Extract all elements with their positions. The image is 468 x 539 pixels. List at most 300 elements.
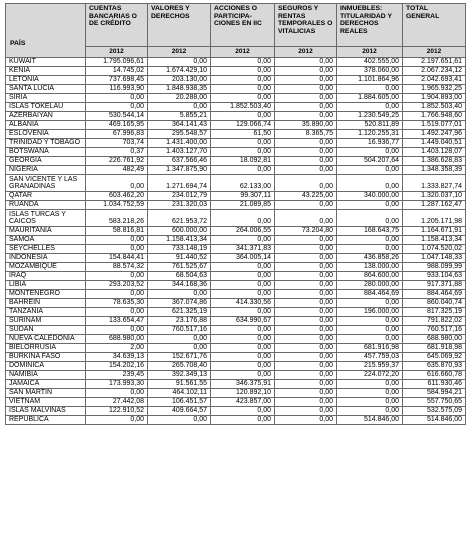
securities-cell: 295.548,57 [148, 130, 211, 139]
country-cell: LIBIA [6, 281, 86, 290]
insurance-cell: 43.225,00 [275, 192, 337, 201]
real-estate-cell: 0,00 [337, 166, 403, 175]
total-cell: 1.965.932,25 [403, 85, 466, 94]
table-row [6, 254, 466, 263]
bank-accounts-cell: 530.544,14 [86, 112, 148, 121]
shares-funds-cell: 0,00 [211, 112, 275, 121]
bank-accounts-cell: 133.654,47 [86, 317, 148, 326]
securities-cell: 234.012,79 [148, 192, 211, 201]
bank-accounts-cell: 34.639,13 [86, 353, 148, 362]
securities-cell: 68.504,63 [148, 272, 211, 281]
bank-accounts-cell: 14.745,02 [86, 67, 148, 76]
insurance-cell: 73.204,80 [275, 227, 337, 236]
total-cell: 1.047.148,33 [403, 254, 466, 263]
insurance-cell: 0,00 [275, 139, 337, 148]
insurance-cell: 0,00 [275, 389, 337, 398]
total-cell: 1.348.358,39 [403, 166, 466, 175]
shares-funds-cell: 0,00 [211, 58, 275, 67]
country-cell: MAURITANIA [6, 227, 86, 236]
insurance-cell: 0,00 [275, 407, 337, 416]
securities-cell: 392.349,13 [148, 371, 211, 380]
table-row [6, 76, 466, 85]
bank-accounts-cell: 154.202,16 [86, 362, 148, 371]
total-cell: 2.197.651,61 [403, 58, 466, 67]
shares-funds-cell: 0,00 [211, 148, 275, 157]
country-cell: BIELORRUSIA [6, 344, 86, 353]
real-estate-cell: 0,00 [337, 389, 403, 398]
insurance-cell: 0,00 [275, 272, 337, 281]
shares-funds-cell: 0,00 [211, 139, 275, 148]
bank-accounts-cell: 78.635,30 [86, 299, 148, 308]
insurance-cell: 0,00 [275, 299, 337, 308]
bank-accounts-cell: 0,00 [86, 272, 148, 281]
real-estate-cell: 1.230.549,25 [337, 112, 403, 121]
table-row [6, 353, 466, 362]
total-cell: 1.320.037,10 [403, 192, 466, 201]
real-estate-cell: 681.916,98 [337, 344, 403, 353]
insurance-cell: 0,00 [275, 94, 337, 103]
country-cell: TANZANIA [6, 308, 86, 317]
insurance-cell: 0,00 [275, 344, 337, 353]
table-row [6, 112, 466, 121]
total-cell: 1.158.413,34 [403, 236, 466, 245]
insurance-cell: 0,00 [275, 317, 337, 326]
table-row [6, 58, 466, 67]
table-row [6, 175, 466, 192]
shares-funds-cell: 0,00 [211, 94, 275, 103]
bank-accounts-cell: 1.034.752,59 [86, 201, 148, 210]
total-cell: 1.519.077,01 [403, 121, 466, 130]
country-cell: SANTA LUCIA [6, 85, 86, 94]
securities-cell: 621.953,72 [148, 210, 211, 227]
country-cell: NUEVA CALEDONIA [6, 335, 86, 344]
table-row [6, 94, 466, 103]
header-country: PAÍS [6, 4, 86, 58]
insurance-cell: 0,00 [275, 76, 337, 85]
table-row [6, 157, 466, 166]
securities-cell: 1.431.400,00 [148, 139, 211, 148]
real-estate-cell: 378.060,00 [337, 67, 403, 76]
shares-funds-cell: 0,00 [211, 290, 275, 299]
bank-accounts-cell: 122.910,52 [86, 407, 148, 416]
real-estate-cell: 280.000,00 [337, 281, 403, 290]
securities-cell: 1.158.413,34 [148, 236, 211, 245]
shares-funds-cell: 0,00 [211, 416, 275, 425]
country-cell: QATAR [6, 192, 86, 201]
country-cell: NAMIBIA [6, 371, 86, 380]
securities-cell: 367.074,86 [148, 299, 211, 308]
country-cell: BOTSWANA [6, 148, 86, 157]
header-real-estate: INMUEBLES: TITULARIDAD Y DERECHOS REALES [337, 4, 403, 47]
insurance-cell: 0,00 [275, 210, 337, 227]
total-cell: 635.870,93 [403, 362, 466, 371]
table-row [6, 335, 466, 344]
shares-funds-cell: 1.852.503,40 [211, 103, 275, 112]
country-cell: AZERBAIYAN [6, 112, 86, 121]
table-row [6, 290, 466, 299]
bank-accounts-cell: 603.462,20 [86, 192, 148, 201]
table-row [6, 281, 466, 290]
shares-funds-cell: 0,00 [211, 166, 275, 175]
country-cell: ISLAS TOKELAU [6, 103, 86, 112]
bank-accounts-cell: 703,74 [86, 139, 148, 148]
country-cell: SIRIA [6, 94, 86, 103]
total-cell: 1.164.671,91 [403, 227, 466, 236]
bank-accounts-cell: 293.203,52 [86, 281, 148, 290]
real-estate-cell: 340.000,00 [337, 192, 403, 201]
real-estate-cell: 514.846,00 [337, 416, 403, 425]
insurance-cell: 0,00 [275, 263, 337, 272]
year-cell: 2012 [403, 47, 466, 58]
real-estate-cell: 864.600,00 [337, 272, 403, 281]
shares-funds-cell: 129.066,74 [211, 121, 275, 130]
country-cell: KENIA [6, 67, 86, 76]
securities-cell: 231.320,03 [148, 201, 211, 210]
year-cell: 2012 [337, 47, 403, 58]
real-estate-cell: 0,00 [337, 398, 403, 407]
insurance-cell: 0,00 [275, 335, 337, 344]
bank-accounts-cell: 226.761,92 [86, 157, 148, 166]
insurance-cell: 0,00 [275, 362, 337, 371]
shares-funds-cell: 99.307,11 [211, 192, 275, 201]
bank-accounts-cell: 0,00 [86, 236, 148, 245]
country-cell: GEORGIA [6, 157, 86, 166]
insurance-cell: 0,00 [275, 175, 337, 192]
insurance-cell: 0,00 [275, 371, 337, 380]
total-cell: 1.492.247,96 [403, 130, 466, 139]
country-cell: BURKINA FASO [6, 353, 86, 362]
country-cell: SAN VICENTE Y LAS GRANADINAS [6, 175, 86, 192]
total-cell: 2.067.234,12 [403, 67, 466, 76]
insurance-cell: 0,00 [275, 58, 337, 67]
shares-funds-cell: 62.133,00 [211, 175, 275, 192]
securities-cell: 733.148,19 [148, 245, 211, 254]
total-cell: 681.918,98 [403, 344, 466, 353]
real-estate-cell: 0,00 [337, 380, 403, 389]
insurance-cell: 0,00 [275, 166, 337, 175]
securities-cell: 0,00 [148, 344, 211, 353]
securities-cell: 1.848.938,35 [148, 85, 211, 94]
shares-funds-cell: 0,00 [211, 353, 275, 362]
total-cell: 532.575,09 [403, 407, 466, 416]
bank-accounts-cell: 0,00 [86, 103, 148, 112]
insurance-cell: 0,00 [275, 236, 337, 245]
table-row [6, 344, 466, 353]
bank-accounts-cell: 583.218,26 [86, 210, 148, 227]
year-cell: 2012 [275, 47, 337, 58]
total-cell: 645.069,92 [403, 353, 466, 362]
real-estate-cell: 168.643,75 [337, 227, 403, 236]
total-cell: 933.104,63 [403, 272, 466, 281]
shares-funds-cell: 0,00 [211, 335, 275, 344]
real-estate-cell: 0,00 [337, 103, 403, 112]
securities-cell: 1.347.875,90 [148, 166, 211, 175]
bank-accounts-cell: 27.442,08 [86, 398, 148, 407]
total-cell: 1.403.128,07 [403, 148, 466, 157]
shares-funds-cell: 0,00 [211, 362, 275, 371]
total-cell: 1.449.040,51 [403, 139, 466, 148]
country-cell: ALBANIA [6, 121, 86, 130]
real-estate-cell: 0,00 [337, 326, 403, 335]
shares-funds-cell: 346.375,91 [211, 380, 275, 389]
table-row [6, 317, 466, 326]
total-cell: 884.464,69 [403, 290, 466, 299]
insurance-cell: 8.365,75 [275, 130, 337, 139]
table-row [6, 308, 466, 317]
total-cell: 1.205.171,98 [403, 210, 466, 227]
securities-cell: 265.708,40 [148, 362, 211, 371]
shares-funds-cell: 341.371,83 [211, 245, 275, 254]
bank-accounts-cell: 116.993,90 [86, 85, 148, 94]
country-cell: BAHREIN [6, 299, 86, 308]
header-securities: VALORES Y DERECHOS [148, 4, 211, 47]
real-estate-cell: 0,00 [337, 317, 403, 326]
real-estate-cell: 1.884.605,00 [337, 94, 403, 103]
insurance-cell: 0,00 [275, 85, 337, 94]
total-cell: 611.930,46 [403, 380, 466, 389]
insurance-cell: 0,00 [275, 67, 337, 76]
securities-cell: 409.664,57 [148, 407, 211, 416]
table-row [6, 398, 466, 407]
country-cell: KUWAIT [6, 58, 86, 67]
table-row [6, 192, 466, 201]
total-cell: 760.517,16 [403, 326, 466, 335]
bank-accounts-cell: 469.165,95 [86, 121, 148, 130]
insurance-cell: 0,00 [275, 201, 337, 210]
total-cell: 1.386.628,83 [403, 157, 466, 166]
table-row [6, 272, 466, 281]
shares-funds-cell: 0,00 [211, 344, 275, 353]
real-estate-cell: 0,00 [337, 236, 403, 245]
table-row [6, 362, 466, 371]
header-row [6, 4, 466, 47]
total-cell: 584.994,21 [403, 389, 466, 398]
bank-accounts-cell: 688.980,00 [86, 335, 148, 344]
total-cell: 791.822,02 [403, 317, 466, 326]
country-cell: INDONESIA [6, 254, 86, 263]
year-cell: 2012 [211, 47, 275, 58]
real-estate-cell: 1.101.864,96 [337, 76, 403, 85]
shares-funds-cell: 364.005,14 [211, 254, 275, 263]
real-estate-cell: 0,00 [337, 148, 403, 157]
securities-cell: 600.000,00 [148, 227, 211, 236]
securities-cell: 0,00 [148, 103, 211, 112]
shares-funds-cell: 120.892,10 [211, 389, 275, 398]
real-estate-cell: 138.000,00 [337, 263, 403, 272]
securities-cell: 637.566,46 [148, 157, 211, 166]
shares-funds-cell: 0,00 [211, 272, 275, 281]
securities-cell: 0,00 [148, 58, 211, 67]
shares-funds-cell: 0,00 [211, 326, 275, 335]
real-estate-cell: 0,00 [337, 201, 403, 210]
insurance-cell: 0,00 [275, 112, 337, 121]
shares-funds-cell: 0,00 [211, 85, 275, 94]
bank-accounts-cell: 0,00 [86, 245, 148, 254]
securities-cell: 23.176,88 [148, 317, 211, 326]
shares-funds-cell: 414.330,56 [211, 299, 275, 308]
bank-accounts-cell: 0,00 [86, 94, 148, 103]
real-estate-cell: 0,00 [337, 85, 403, 94]
insurance-cell: 35.890,00 [275, 121, 337, 130]
bank-accounts-cell: 0,00 [86, 308, 148, 317]
real-estate-cell: 0,00 [337, 245, 403, 254]
securities-cell: 760.517,16 [148, 326, 211, 335]
real-estate-cell: 504.207,64 [337, 157, 403, 166]
country-cell: ISLAS MALVINAS [6, 407, 86, 416]
country-cell: SAN MARTIN [6, 389, 86, 398]
real-estate-cell: 0,00 [337, 210, 403, 227]
securities-cell: 1.271.694,74 [148, 175, 211, 192]
country-cell: SAMOA [6, 236, 86, 245]
header-insurance: SEGUROS Y RENTAS TEMPORALES O VITALICIAS [275, 4, 337, 47]
insurance-cell: 0,00 [275, 353, 337, 362]
table-row [6, 299, 466, 308]
country-cell: ESLOVENIA [6, 130, 86, 139]
country-cell: ISLAS TURCAS Y CAICOS [6, 210, 86, 227]
country-cell: VIETNAM [6, 398, 86, 407]
table-row [6, 103, 466, 112]
real-estate-cell: 436.858,26 [337, 254, 403, 263]
header-bank-accounts: CUENTAS BANCARIAS O DE CRÉDITO [86, 4, 148, 47]
real-estate-cell: 0,00 [337, 299, 403, 308]
table-row [6, 210, 466, 227]
shares-funds-cell: 264.006,55 [211, 227, 275, 236]
total-cell: 1.287.162,47 [403, 201, 466, 210]
total-cell: 514.846,00 [403, 416, 466, 425]
bank-accounts-cell: 154.844,41 [86, 254, 148, 263]
bank-accounts-cell: 0,00 [86, 326, 148, 335]
table-row [6, 389, 466, 398]
shares-funds-cell: 0,00 [211, 263, 275, 272]
real-estate-cell: 0,00 [337, 407, 403, 416]
real-estate-cell: 884.464,69 [337, 290, 403, 299]
bank-accounts-cell: 0,00 [86, 290, 148, 299]
total-cell: 1.852.503,40 [403, 103, 466, 112]
shares-funds-cell: 0,00 [211, 371, 275, 380]
country-cell: RUANDA [6, 201, 86, 210]
insurance-cell: 0,00 [275, 254, 337, 263]
header-shares-funds: ACCIONES O PARTICIPA- CIONES EN IIC [211, 4, 275, 47]
data-table-container [5, 3, 465, 425]
real-estate-cell: 196.000,00 [337, 308, 403, 317]
year-cell: 2012 [148, 47, 211, 58]
table-row [6, 263, 466, 272]
country-cell: MOZAMBIQUE [6, 263, 86, 272]
securities-cell: 5.855,21 [148, 112, 211, 121]
table-row [6, 416, 466, 425]
country-cell: LETONIA [6, 76, 86, 85]
insurance-cell: 0,00 [275, 380, 337, 389]
bank-accounts-cell: 88.574,32 [86, 263, 148, 272]
bank-accounts-cell: 0,00 [86, 175, 148, 192]
securities-cell: 91.440,52 [148, 254, 211, 263]
table-row [6, 227, 466, 236]
shares-funds-cell: 0,00 [211, 210, 275, 227]
real-estate-cell: 16.936,77 [337, 139, 403, 148]
country-cell: MONTENEGRO [6, 290, 86, 299]
securities-cell: 91.561,55 [148, 380, 211, 389]
insurance-cell: 0,00 [275, 103, 337, 112]
real-estate-cell: 1.120.255,31 [337, 130, 403, 139]
table-row [6, 245, 466, 254]
securities-cell: 106.451,57 [148, 398, 211, 407]
shares-funds-cell: 21.089,85 [211, 201, 275, 210]
table-row [6, 121, 466, 130]
securities-cell: 1.674.429,10 [148, 67, 211, 76]
shares-funds-cell: 0,00 [211, 236, 275, 245]
total-cell: 557.750,65 [403, 398, 466, 407]
table-row [6, 67, 466, 76]
insurance-cell: 0,00 [275, 290, 337, 299]
insurance-cell: 0,00 [275, 245, 337, 254]
table-row [6, 130, 466, 139]
securities-cell: 152.671,76 [148, 353, 211, 362]
shares-funds-cell: 0,00 [211, 308, 275, 317]
shares-funds-cell: 0,00 [211, 281, 275, 290]
securities-cell: 364.141,43 [148, 121, 211, 130]
table-row [6, 380, 466, 389]
table-row [6, 166, 466, 175]
total-cell: 616.660,78 [403, 371, 466, 380]
bank-accounts-cell: 1.795.096,61 [86, 58, 148, 67]
insurance-cell: 0,00 [275, 157, 337, 166]
securities-cell: 464.102,11 [148, 389, 211, 398]
insurance-cell: 0,00 [275, 308, 337, 317]
bank-accounts-cell: 0,00 [86, 389, 148, 398]
country-cell: IRAQ [6, 272, 86, 281]
country-cell: TRINIDAD Y TOBAGO [6, 139, 86, 148]
securities-cell: 344.168,36 [148, 281, 211, 290]
shares-funds-cell: 0,00 [211, 407, 275, 416]
shares-funds-cell: 0,00 [211, 67, 275, 76]
bank-accounts-cell: 239,45 [86, 371, 148, 380]
insurance-cell: 0,00 [275, 281, 337, 290]
table-row [6, 407, 466, 416]
table-body [6, 58, 466, 425]
real-estate-cell: 0,00 [337, 335, 403, 344]
country-cell: SEYCHELLES [6, 245, 86, 254]
country-cell: SUDÁN [6, 326, 86, 335]
table-row [6, 85, 466, 94]
total-cell: 1.333.827,74 [403, 175, 466, 192]
total-cell: 2.042.693,41 [403, 76, 466, 85]
insurance-cell: 0,00 [275, 398, 337, 407]
total-cell: 1.074.520,02 [403, 245, 466, 254]
securities-cell: 761.525,67 [148, 263, 211, 272]
insurance-cell: 0,00 [275, 148, 337, 157]
total-cell: 860.040,74 [403, 299, 466, 308]
securities-cell: 203.130,00 [148, 76, 211, 85]
securities-cell: 0,00 [148, 416, 211, 425]
country-cell: REPUBLICA [6, 416, 86, 425]
total-cell: 1.904.893,00 [403, 94, 466, 103]
table-row [6, 371, 466, 380]
bank-accounts-cell: 173.993,30 [86, 380, 148, 389]
shares-funds-cell: 0,00 [211, 76, 275, 85]
table-row [6, 139, 466, 148]
bank-accounts-cell: 737.698,45 [86, 76, 148, 85]
securities-cell: 20.288,00 [148, 94, 211, 103]
bank-accounts-cell: 58.816,81 [86, 227, 148, 236]
insurance-cell: 0,00 [275, 416, 337, 425]
real-estate-cell: 402.555,00 [337, 58, 403, 67]
total-cell: 688.980,00 [403, 335, 466, 344]
assets-abroad-table [5, 3, 466, 425]
bank-accounts-cell: 0,37 [86, 148, 148, 157]
shares-funds-cell: 423.857,00 [211, 398, 275, 407]
total-cell: 988.099,99 [403, 263, 466, 272]
shares-funds-cell: 61,50 [211, 130, 275, 139]
